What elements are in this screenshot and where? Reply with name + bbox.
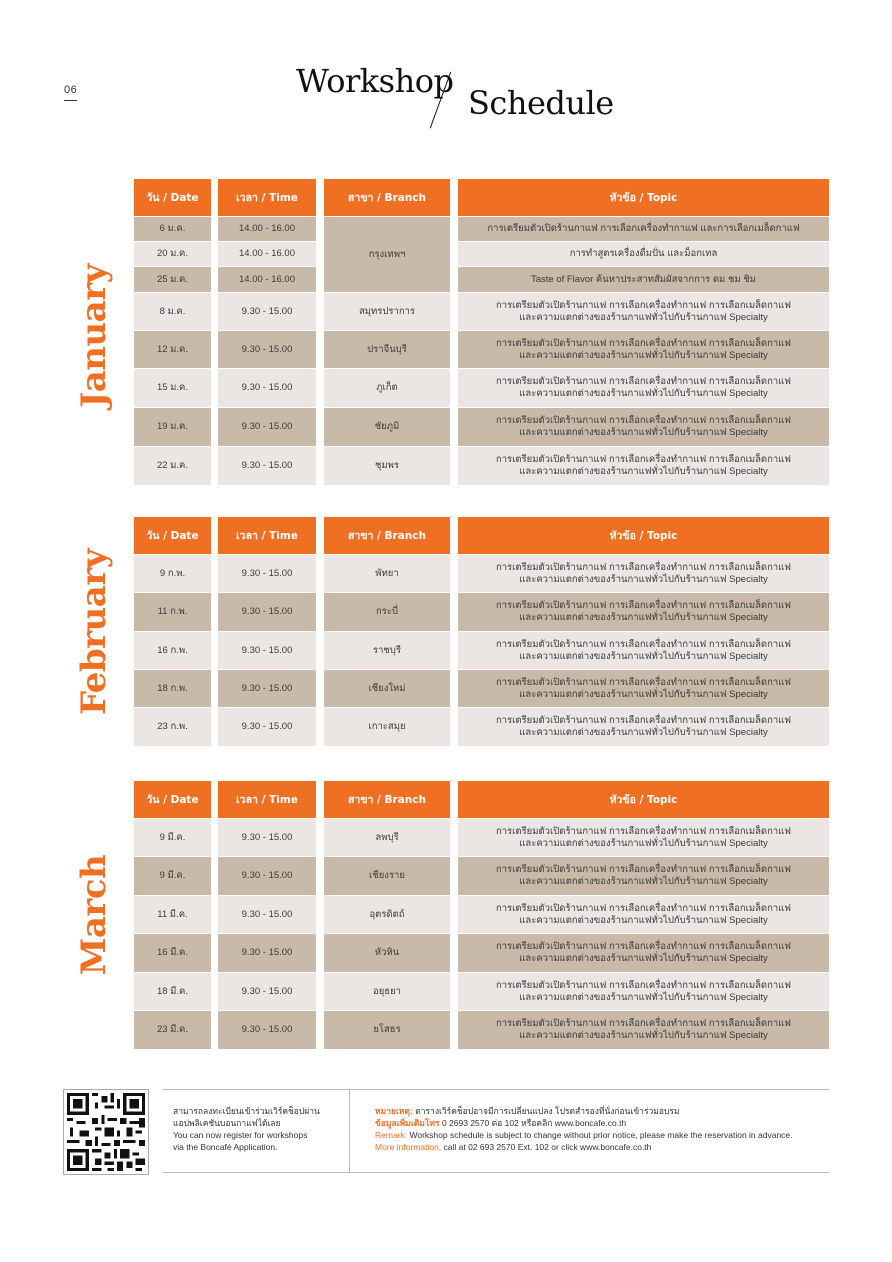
time-cell: 9.30 - 15.00 [218, 593, 316, 631]
table-row [134, 896, 829, 933]
topic-line-1: การเตรียมตัวเปิดร้านกาแฟ การเลือกเครื่องทำกาแฟ การเลือกเมล็ดกาแฟ [495, 1018, 792, 1029]
time-cell: 9.30 - 15.00 [218, 408, 316, 446]
time-cell: 9.30 - 15.00 [218, 293, 316, 330]
info-en-label: More information, [375, 1142, 442, 1152]
table-row [134, 593, 829, 631]
topic-cell [458, 555, 829, 592]
footer-top-divider [163, 1089, 829, 1090]
topic-line-1: การเตรียมตัวเปิดร้านกาแฟ การเลือกเครื่องทำกาแฟ การเลือกเมล็ดกาแฟ [495, 561, 792, 573]
topic-line-2: และความแตกต่างของร้านกาแฟทั่วไปกับร้านกาแฟ Specialty [519, 876, 768, 887]
topic-cell [458, 632, 829, 669]
branch-cell: ปราจีนบุรี [324, 331, 450, 368]
info-en [375, 1141, 835, 1153]
topic-line-2: และความแตกต่างของร้านกาแฟทั่วไปกับร้านกาแฟ Specialty [519, 727, 768, 738]
branch-cell: ยโสธร [324, 1011, 450, 1049]
date-cell: 15 ม.ค. [134, 369, 211, 407]
branch-cell: สมุทรปราการ [324, 293, 450, 330]
schedule-table-february [134, 517, 829, 746]
header-branch: สาขา / Branch [324, 781, 450, 818]
branch-cell: เชียงใหม่ [324, 670, 450, 707]
topic-line-2: และความแตกต่างของร้านกาแฟทั่วไปกับร้านกาแฟ Specialty [519, 612, 768, 623]
branch-cell: ชุมพร [324, 447, 450, 485]
page-number: 06 [64, 84, 78, 96]
topic-line-2: และความแตกต่างของร้านกาแฟทั่วไปกับร้านกาแฟ Specialty [519, 573, 768, 585]
date-cell: 11 ก.พ. [134, 593, 211, 631]
time-cell: 14.00 - 16.00 [218, 267, 316, 292]
table-header-row [134, 781, 829, 818]
header-branch: สาขา / Branch [324, 179, 450, 216]
topic-line-2: และความแตกต่างของร้านกาแฟทั่วไปกับร้านกาแฟ Specialty [519, 466, 768, 477]
date-cell: 9 มี.ค. [134, 857, 211, 895]
remark-block [375, 1105, 835, 1153]
time-cell: 9.30 - 15.00 [218, 1011, 316, 1049]
topic-cell [458, 819, 829, 856]
remark-en [375, 1129, 835, 1141]
header-time: เวลา / Time [218, 781, 316, 818]
branch-cell: พัทยา [324, 555, 450, 592]
topic-line-1: การเตรียมตัวเปิดร้านกาแฟ การเลือกเครื่องทำกาแฟ การเลือกเมล็ดกาแฟ [495, 825, 792, 837]
topic-cell [458, 708, 829, 746]
date-cell: 22 ม.ค. [134, 447, 211, 485]
schedule-table-march [134, 781, 829, 1049]
topic-line-1: การเตรียมตัวเปิดร้านกาแฟ การเลือกเครื่องทำกาแฟ การเลือกเมล็ดกาแฟ [495, 941, 792, 952]
info-th-label: ข้อมูลเพิ่มเติมโทร [375, 1118, 440, 1128]
footer-column-divider [349, 1089, 350, 1173]
schedule-table-january [134, 179, 829, 485]
date-cell: 18 มี.ค. [134, 973, 211, 1010]
topic-line-2: และความแตกต่างของร้านกาแฟทั่วไปกับร้านกาแฟ Specialty [519, 837, 768, 849]
time-cell: 9.30 - 15.00 [218, 555, 316, 592]
table-row [134, 267, 829, 292]
topic-cell [458, 447, 829, 485]
topic-cell: การเตรียมตัวเปิดร้านกาแฟ การเลือกเครื่องทำกาแฟ และการเลือกเมล็ดกาแฟ [458, 217, 829, 241]
topic-cell [458, 934, 829, 972]
topic-cell [458, 857, 829, 895]
time-cell: 14.00 - 16.00 [218, 242, 316, 266]
branch-cell: ชัยภูมิ [324, 408, 450, 446]
topic-line-1: การเตรียมตัวเปิดร้านกาแฟ การเลือกเครื่องทำกาแฟ การเลือกเมล็ดกาแฟ [495, 864, 792, 875]
branch-cell-merged: กรุงเทพฯ [324, 217, 450, 292]
topic-cell [458, 670, 829, 707]
topic-cell [458, 1011, 829, 1049]
info-th [375, 1117, 835, 1129]
table-row [134, 331, 829, 368]
table-row [134, 819, 829, 856]
register-en-line2: via the Boncafé Application. [173, 1142, 278, 1152]
register-info [173, 1105, 343, 1153]
header-date: วัน / Date [134, 517, 211, 554]
title-workshop: Workshop [296, 62, 454, 100]
time-cell: 9.30 - 15.00 [218, 447, 316, 485]
topic-line-2: และความแตกต่างของร้านกาแฟทั่วไปกับร้านกาแฟ Specialty [519, 1030, 768, 1041]
topic-line-2: และความแตกต่างของร้านกาแฟทั่วไปกับร้านกาแฟ Specialty [519, 388, 768, 399]
date-cell: 23 ก.พ. [134, 708, 211, 746]
remark-th [375, 1105, 835, 1117]
topic-cell [458, 408, 829, 446]
table-row [134, 217, 829, 241]
date-cell: 20 ม.ค. [134, 242, 211, 266]
topic-line-2: และความแตกต่างของร้านกาแฟทั่วไปกับร้านกาแฟ Specialty [519, 914, 768, 926]
topic-cell: การทำสูตรเครื่องดื่มปั่น และม็อกเทล [458, 242, 829, 266]
topic-line-1: การเตรียมตัวเปิดร้านกาแฟ การเลือกเครื่องทำกาแฟ การเลือกเมล็ดกาแฟ [495, 600, 792, 611]
table-row [134, 408, 829, 446]
time-cell: 9.30 - 15.00 [218, 973, 316, 1010]
topic-cell [458, 293, 829, 330]
topic-line-1: การเตรียมตัวเปิดร้านกาแฟ การเลือกเครื่องทำกาแฟ การเลือกเมล็ดกาแฟ [495, 715, 792, 726]
qr-code-icon[interactable] [63, 1089, 149, 1175]
date-cell: 16 ก.พ. [134, 632, 211, 669]
topic-line-1: การเตรียมตัวเปิดร้านกาแฟ การเลือกเครื่องทำกาแฟ การเลือกเมล็ดกาแฟ [495, 638, 792, 650]
branch-cell: ลพบุรี [324, 819, 450, 856]
table-row [134, 555, 829, 592]
table-row [134, 973, 829, 1010]
topic-cell: Taste of Flavor ค้นหาประสาทสัมผัสจากการ ดม ชม ชิม [458, 267, 829, 292]
table-row [134, 857, 829, 895]
header-date: วัน / Date [134, 781, 211, 818]
date-cell: 8 ม.ค. [134, 293, 211, 330]
topic-cell [458, 369, 829, 407]
time-cell: 9.30 - 15.00 [218, 819, 316, 856]
branch-cell: เชียงราย [324, 857, 450, 895]
branch-cell: เกาะสมุย [324, 708, 450, 746]
table-header-row [134, 179, 829, 216]
topic-line-2: และความแตกต่างของร้านกาแฟทั่วไปกับร้านกาแฟ Specialty [519, 991, 768, 1003]
topic-line-1: การเตรียมตัวเปิดร้านกาแฟ การเลือกเครื่องทำกาแฟ การเลือกเมล็ดกาแฟ [495, 979, 792, 991]
time-cell: 9.30 - 15.00 [218, 857, 316, 895]
topic-cell [458, 593, 829, 631]
register-th-line1: สามารถลงทะเบียนเข้าร่วมเวิร์คช็อปผ่าน [173, 1106, 320, 1116]
table-row [134, 670, 829, 707]
date-cell: 9 ก.พ. [134, 555, 211, 592]
time-cell: 9.30 - 15.00 [218, 670, 316, 707]
register-en-line1: You can now register for workshops [173, 1130, 308, 1140]
table-row [134, 242, 829, 266]
register-th-line2: แอปพลิเคชันบอนกาแฟได้เลย [173, 1118, 281, 1128]
table-header-row [134, 517, 829, 554]
time-cell: 9.30 - 15.00 [218, 369, 316, 407]
topic-line-1: การเตรียมตัวเปิดร้านกาแฟ การเลือกเครื่องทำกาแฟ การเลือกเมล็ดกาแฟ [495, 337, 792, 349]
time-cell: 9.30 - 15.00 [218, 934, 316, 972]
info-th-text[interactable]: 0 2693 2570 ต่อ 102 หรือคลิก www.boncafe.co.th [439, 1118, 627, 1128]
topic-line-2: และความแตกต่างของร้านกาแฟทั่วไปกับร้านกาแฟ Specialty [519, 349, 768, 361]
topic-line-1: การเตรียมตัวเปิดร้านกาแฟ การเลือกเครื่องทำกาแฟ การเลือกเมล็ดกาแฟ [495, 376, 792, 387]
time-cell: 9.30 - 15.00 [218, 331, 316, 368]
topic-cell [458, 331, 829, 368]
header-time: เวลา / Time [218, 517, 316, 554]
header-time: เวลา / Time [218, 179, 316, 216]
date-cell: 23 มี.ค. [134, 1011, 211, 1049]
branch-cell: กระบี่ [324, 593, 450, 631]
month-label-january: January [74, 264, 114, 408]
table-row [134, 632, 829, 669]
title-schedule: Schedule [468, 84, 614, 122]
topic-line-2: และความแตกต่างของร้านกาแฟทั่วไปกับร้านกาแฟ Specialty [519, 650, 768, 662]
topic-line-1: การเตรียมตัวเปิดร้านกาแฟ การเลือกเครื่องทำกาแฟ การเลือกเมล็ดกาแฟ [495, 676, 792, 688]
time-cell: 9.30 - 15.00 [218, 896, 316, 933]
header-topic: หัวข้อ / Topic [458, 517, 829, 554]
branch-cell: ราชบุรี [324, 632, 450, 669]
branch-cell: อยุธยา [324, 973, 450, 1010]
header-topic: หัวข้อ / Topic [458, 179, 829, 216]
time-cell: 9.30 - 15.00 [218, 632, 316, 669]
topic-line-1: การเตรียมตัวเปิดร้านกาแฟ การเลือกเครื่องทำกาแฟ การเลือกเมล็ดกาแฟ [495, 902, 792, 914]
table-row [134, 1011, 829, 1049]
table-row [134, 447, 829, 485]
date-cell: 25 ม.ค. [134, 267, 211, 292]
month-label-march: March [74, 854, 114, 976]
remark-th-label: หมายเหตุ: [375, 1106, 413, 1116]
header-topic: หัวข้อ / Topic [458, 781, 829, 818]
topic-cell [458, 973, 829, 1010]
table-row [134, 293, 829, 330]
date-cell: 16 มี.ค. [134, 934, 211, 972]
header-date: วัน / Date [134, 179, 211, 216]
date-cell: 18 ก.พ. [134, 670, 211, 707]
topic-line-2: และความแตกต่างของร้านกาแฟทั่วไปกับร้านกาแฟ Specialty [519, 953, 768, 964]
header-branch: สาขา / Branch [324, 517, 450, 554]
time-cell: 14.00 - 16.00 [218, 217, 316, 241]
footer-bottom-divider [163, 1172, 829, 1173]
date-cell: 11 มี.ค. [134, 896, 211, 933]
topic-line-1: การเตรียมตัวเปิดร้านกาแฟ การเลือกเครื่องทำกาแฟ การเลือกเมล็ดกาแฟ [495, 454, 792, 465]
time-cell: 9.30 - 15.00 [218, 708, 316, 746]
table-row [134, 708, 829, 746]
table-row [134, 369, 829, 407]
remark-th-text: ตารางเวิร์คช็อปอาจมีการเปลี่ยนแปลง โปรดสำรองที่นั่งก่อนเข้าร่วมอบรม [412, 1106, 680, 1116]
date-cell: 9 มี.ค. [134, 819, 211, 856]
topic-line-2: และความแตกต่างของร้านกาแฟทั่วไปกับร้านกาแฟ Specialty [519, 311, 768, 323]
topic-cell [458, 896, 829, 933]
date-cell: 12 ม.ค. [134, 331, 211, 368]
remark-en-label: Remark: [375, 1130, 408, 1140]
branch-cell: ภูเก็ต [324, 369, 450, 407]
remark-en-text: Workshop schedule is subject to change without prior notice, please make the reservation in advance. [407, 1130, 793, 1140]
topic-line-2: และความแตกต่างของร้านกาแฟทั่วไปกับร้านกาแฟ Specialty [519, 688, 768, 700]
branch-cell: หัวหิน [324, 934, 450, 972]
topic-line-1: การเตรียมตัวเปิดร้านกาแฟ การเลือกเครื่องทำกาแฟ การเลือกเมล็ดกาแฟ [495, 299, 792, 311]
topic-line-2: และความแตกต่างของร้านกาแฟทั่วไปกับร้านกาแฟ Specialty [519, 427, 768, 438]
info-en-text[interactable]: call at 02 693 2570 Ext. 102 or click www.boncafe.co.th [441, 1142, 652, 1152]
branch-cell: อุตรดิตถ์ [324, 896, 450, 933]
topic-line-1: การเตรียมตัวเปิดร้านกาแฟ การเลือกเครื่องทำกาแฟ การเลือกเมล็ดกาแฟ [495, 415, 792, 426]
month-label-february: February [74, 548, 114, 716]
date-cell: 19 ม.ค. [134, 408, 211, 446]
date-cell: 6 ม.ค. [134, 217, 211, 241]
table-row [134, 934, 829, 972]
